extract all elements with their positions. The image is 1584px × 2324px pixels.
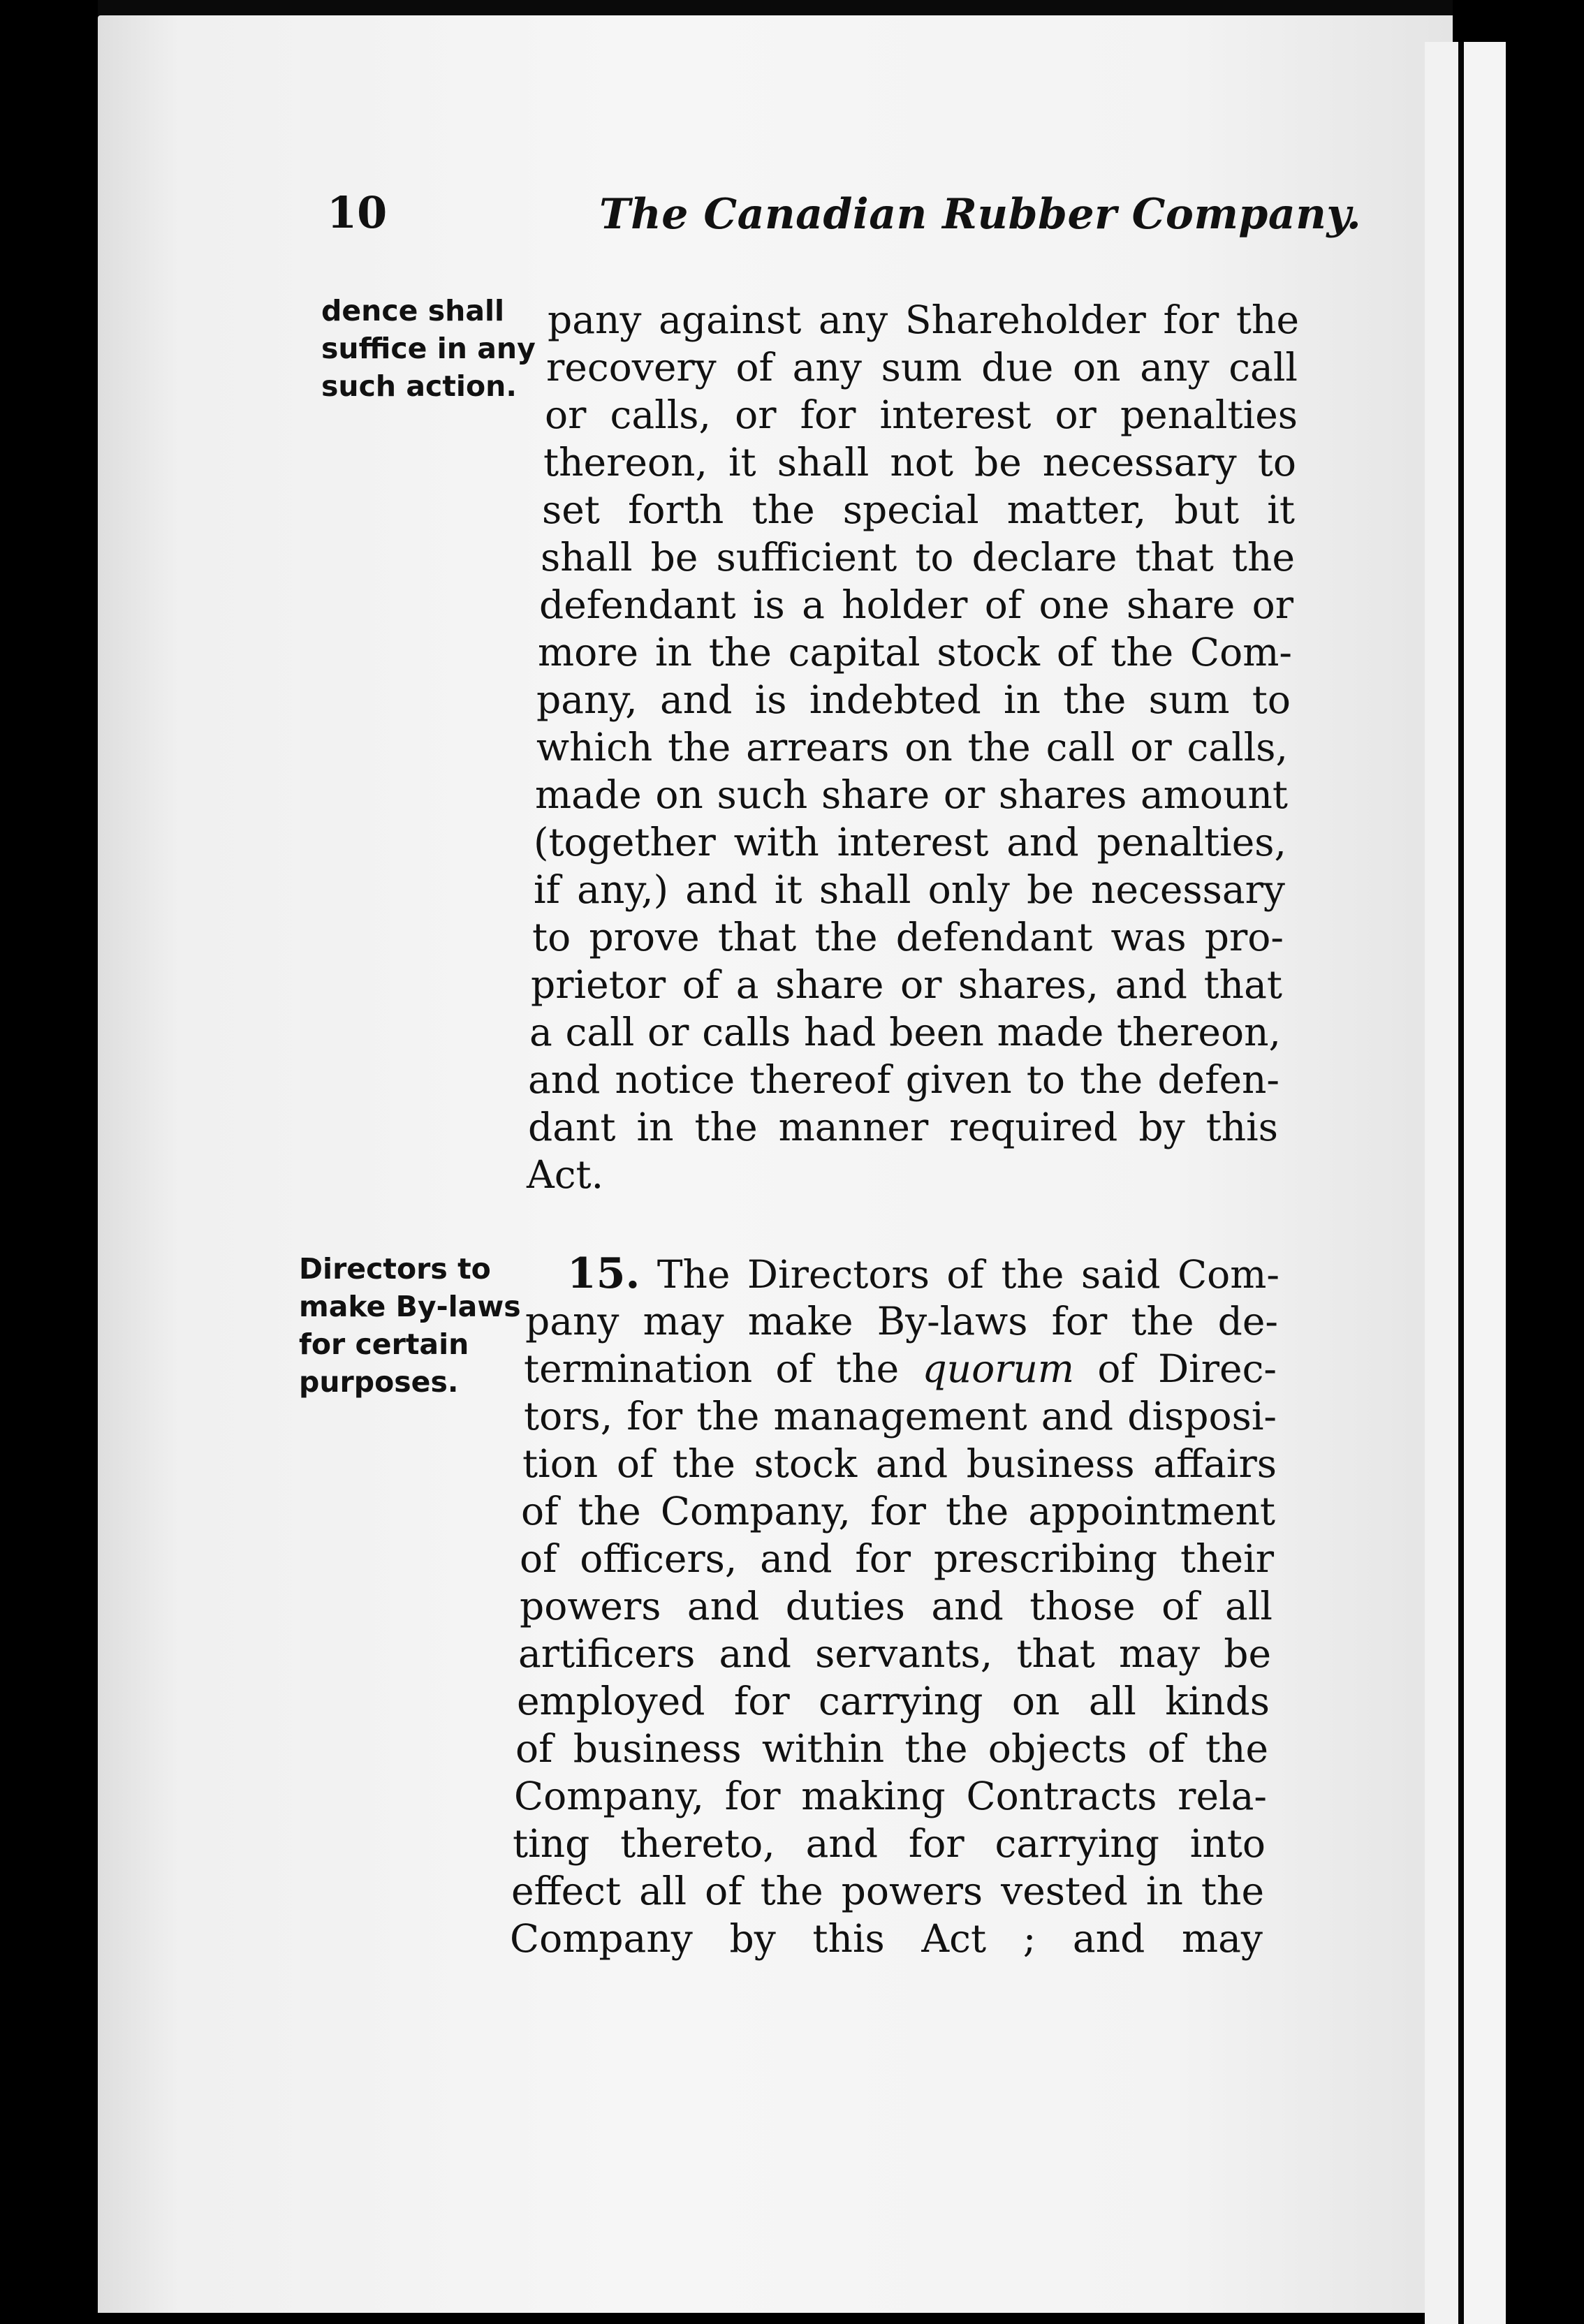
body-line: recovery of any sum due on any call [546,345,1298,390]
adjacent-page-edge [1464,42,1506,2324]
body-line: which the arrears on the call or calls, [536,725,1288,770]
margin-note-line: dence shall [321,294,505,328]
body-line: (together with interest and penalties, [534,820,1286,865]
body-line: pany against any Shareholder for the [548,297,1299,342]
body-line: if any,) and it shall only be necessary [534,867,1285,912]
body-line: powers and duties and those of all [520,1584,1273,1628]
page-number: 10 [327,187,388,238]
margin-note-line: for certain [299,1328,469,1361]
body-line: Company by this Act ; and may [510,1916,1263,1961]
margin-note-line: suffice in any [321,332,536,365]
body-line: of business within the objects of the [515,1726,1268,1771]
margin-note-line: such action. [321,369,517,403]
margin-note-line: purposes. [299,1365,459,1399]
body-line: Company, for making Contracts rela- [514,1774,1267,1818]
margin-note-1 [321,292,536,405]
body-line: made on such share or shares amount [535,772,1288,817]
body-line: of officers, and for prescribing their [520,1536,1274,1581]
binding-gutter-line [1458,42,1464,2324]
body-line: defendant is a holder of one share or [539,582,1293,627]
body-line-with-italic [524,1345,1277,1392]
body-line: thereon, it shall not be necessary to [543,440,1296,485]
margin-note-line: Directors to [299,1252,491,1286]
body-text: of Direc- [1074,1346,1277,1391]
body-line: tors, for the management and disposi- [524,1394,1277,1439]
body-line: employed for carrying on all kinds [517,1679,1270,1723]
body-line: pany may make By-laws for the de- [525,1299,1278,1344]
body-line: ting thereto, and for carrying into [513,1821,1266,1866]
body-line-first [567,1250,1279,1297]
body-line: set forth the special matter, but it [542,487,1295,532]
margin-note-2 [299,1250,521,1401]
margin-note-line: make By-laws [299,1290,521,1323]
body-line: and notice thereof given to the defen- [528,1057,1279,1102]
body-line: more in the capital stock of the Com- [538,630,1292,675]
body-line: Act. [527,1152,604,1197]
running-title: The Canadian Rubber Company. [599,190,1362,239]
body-line: a call or calls had been made thereon, [529,1010,1281,1054]
body-line: shall be sufficient to declare that the [541,535,1295,580]
body-line: effect all of the powers vested in the [511,1869,1264,1913]
body-line: tion of the stock and business affairs [522,1441,1277,1486]
body-line: pany, and is indebted in the sum to [536,677,1291,722]
body-text: termination of the [524,1346,923,1391]
body-line: or calls, or for interest or penalties [545,392,1298,437]
page-fold-strip [1425,42,1458,2324]
body-line: artificers and servants, that may be [518,1631,1271,1676]
scan-border-right [1506,0,1584,2324]
body-line: to prove that the defendant was pro- [532,915,1284,959]
body-line: prietor of a share or shares, and that [531,962,1282,1007]
body-text: The Directors of the said Com- [657,1252,1280,1297]
section-number: 15. [567,1249,640,1298]
italic-term: quorum [922,1346,1075,1391]
body-line: of the Company, for the appointment [521,1489,1275,1534]
body-line: dant in the manner required by this [528,1105,1278,1149]
